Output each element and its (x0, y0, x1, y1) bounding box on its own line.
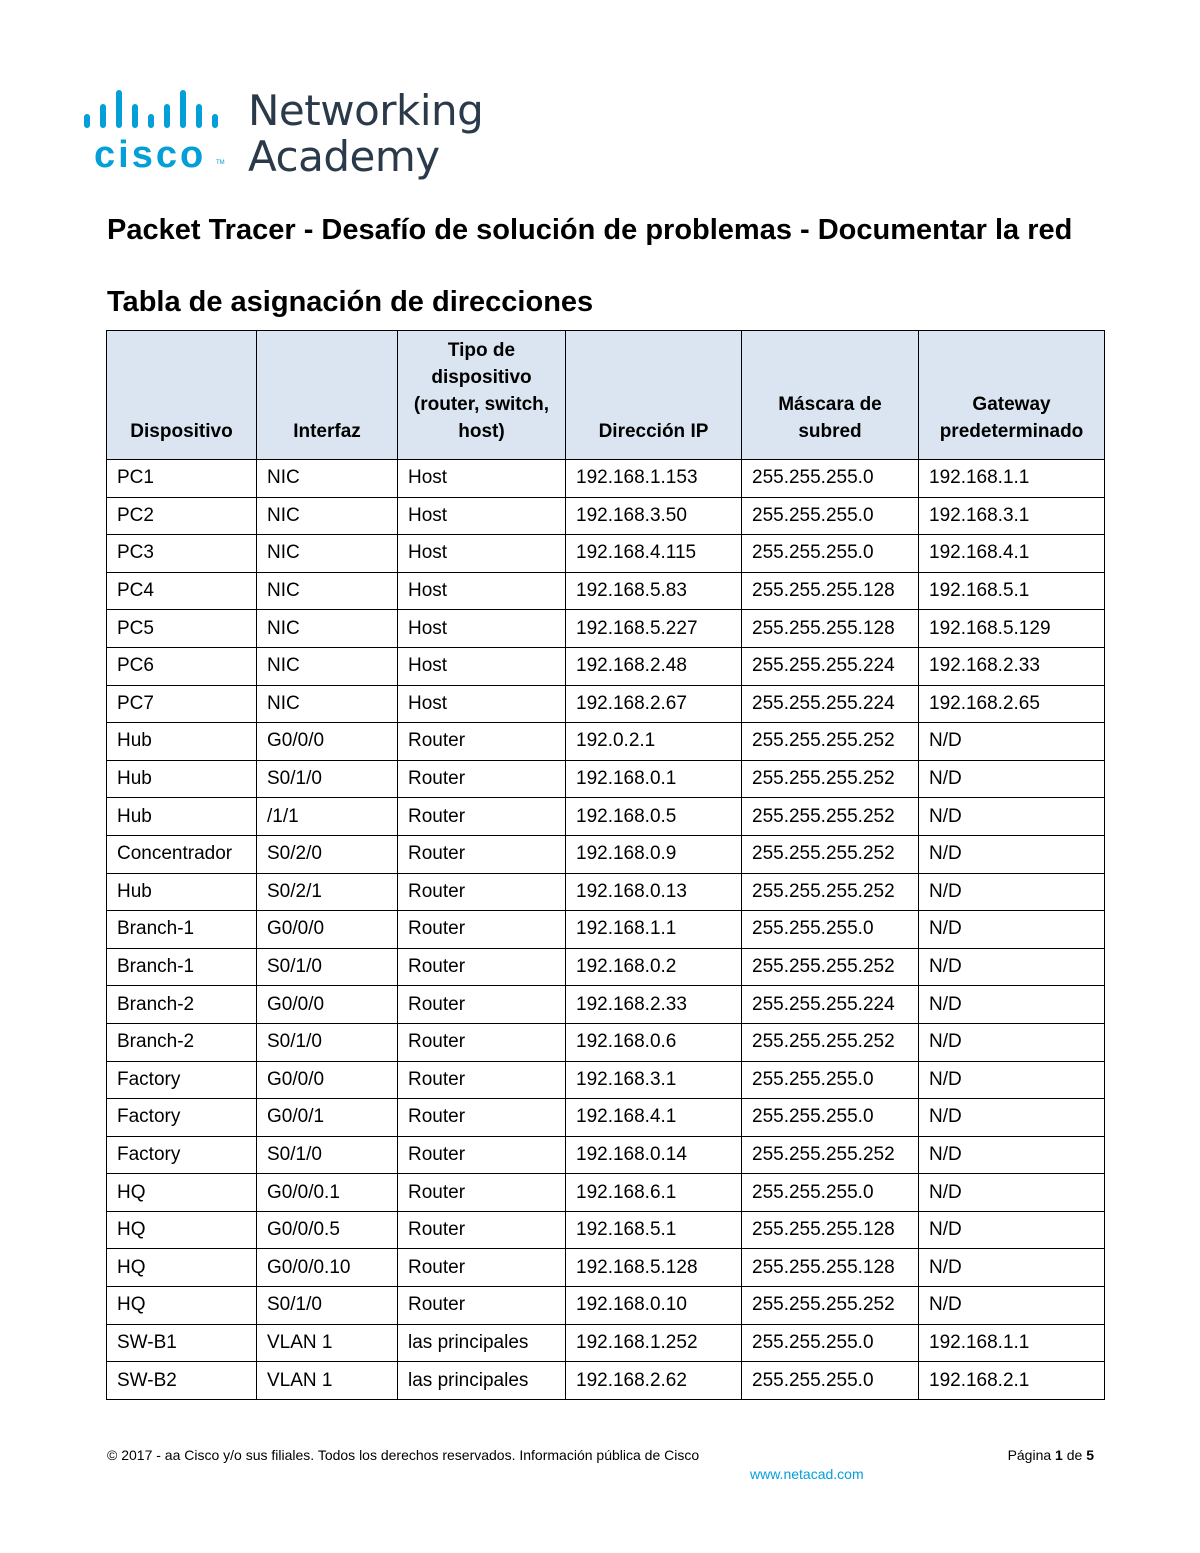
table-row (107, 723, 1105, 761)
cell-mascara: 255.255.255.0 (742, 911, 919, 949)
cell-ip: 192.168.0.6 (566, 1023, 742, 1061)
cell-dispositivo: PC6 (107, 647, 257, 685)
cell-tipo: Host (398, 497, 566, 535)
cell-tipo: Host (398, 460, 566, 498)
cell-mascara: 255.255.255.252 (742, 760, 919, 798)
header-interfaz: Interfaz (257, 331, 398, 460)
table-row (107, 948, 1105, 986)
cell-interfaz: G0/0/0.1 (257, 1174, 398, 1212)
cell-dispositivo: PC4 (107, 572, 257, 610)
cell-gateway: N/D (919, 723, 1105, 761)
cell-ip: 192.168.0.1 (566, 760, 742, 798)
table-row (107, 835, 1105, 873)
cell-gateway: 192.168.1.1 (919, 1324, 1105, 1362)
cell-ip: 192.168.5.83 (566, 572, 742, 610)
cell-ip: 192.168.0.14 (566, 1136, 742, 1174)
cell-interfaz: G0/0/0.5 (257, 1211, 398, 1249)
cell-mascara: 255.255.255.0 (742, 460, 919, 498)
cell-interfaz: S0/1/0 (257, 760, 398, 798)
cell-dispositivo: Hub (107, 723, 257, 761)
cell-ip: 192.168.5.1 (566, 1211, 742, 1249)
cell-mascara: 255.255.255.252 (742, 1287, 919, 1325)
cell-tipo: Host (398, 647, 566, 685)
table-row (107, 497, 1105, 535)
cell-gateway: N/D (919, 986, 1105, 1024)
cell-tipo: Router (398, 1287, 566, 1325)
cell-tipo: Router (398, 1136, 566, 1174)
table-row (107, 1211, 1105, 1249)
cell-gateway: N/D (919, 1136, 1105, 1174)
footer-page-number (1008, 1447, 1094, 1463)
table-row (107, 1324, 1105, 1362)
cell-mascara: 255.255.255.252 (742, 798, 919, 836)
cell-interfaz: G0/0/0.10 (257, 1249, 398, 1287)
cell-ip: 192.168.1.252 (566, 1324, 742, 1362)
cell-dispositivo: PC5 (107, 610, 257, 648)
page-current: 1 (1055, 1447, 1063, 1463)
table-row (107, 535, 1105, 573)
table-row (107, 1249, 1105, 1287)
table-row (107, 1362, 1105, 1400)
table-row (107, 460, 1105, 498)
cell-ip: 192.168.6.1 (566, 1174, 742, 1212)
table-row (107, 610, 1105, 648)
cell-mascara: 255.255.255.0 (742, 497, 919, 535)
table-row (107, 911, 1105, 949)
cell-tipo: Host (398, 610, 566, 648)
cell-gateway: 192.168.4.1 (919, 535, 1105, 573)
cell-tipo: Host (398, 535, 566, 573)
cell-interfaz: NIC (257, 685, 398, 723)
cell-mascara: 255.255.255.252 (742, 835, 919, 873)
cell-gateway: 192.168.2.1 (919, 1362, 1105, 1400)
cell-interfaz: NIC (257, 572, 398, 610)
cell-tipo: Router (398, 1174, 566, 1212)
header-mascara-subred: Máscara de subred (742, 331, 919, 460)
cell-mascara: 255.255.255.224 (742, 647, 919, 685)
cell-mascara: 255.255.255.252 (742, 1023, 919, 1061)
cell-interfaz: S0/2/1 (257, 873, 398, 911)
cell-gateway: N/D (919, 911, 1105, 949)
cell-mascara: 255.255.255.0 (742, 1099, 919, 1137)
cell-dispositivo: Factory (107, 1136, 257, 1174)
cell-ip: 192.168.0.2 (566, 948, 742, 986)
cell-mascara: 255.255.255.252 (742, 1136, 919, 1174)
table-row (107, 1287, 1105, 1325)
cell-ip: 192.168.3.50 (566, 497, 742, 535)
cell-gateway: N/D (919, 798, 1105, 836)
cell-interfaz: VLAN 1 (257, 1324, 398, 1362)
cell-mascara: 255.255.255.224 (742, 986, 919, 1024)
cell-interfaz: NIC (257, 535, 398, 573)
cell-ip: 192.168.0.13 (566, 873, 742, 911)
table-row (107, 647, 1105, 685)
page-label: Página (1007, 1447, 1052, 1463)
cell-ip: 192.168.2.67 (566, 685, 742, 723)
netacad-link[interactable]: www.netacad.com (750, 1466, 864, 1482)
cell-tipo: Router (398, 1023, 566, 1061)
cell-interfaz: G0/0/1 (257, 1099, 398, 1137)
cell-ip: 192.168.0.5 (566, 798, 742, 836)
table-header-row (107, 331, 1105, 460)
cell-tipo: Host (398, 685, 566, 723)
cell-dispositivo: Branch-2 (107, 986, 257, 1024)
cell-mascara: 255.255.255.252 (742, 948, 919, 986)
cell-interfaz: S0/1/0 (257, 1136, 398, 1174)
cell-ip: 192.168.5.227 (566, 610, 742, 648)
cell-dispositivo: Hub (107, 760, 257, 798)
section-heading: Tabla de asignación de direcciones (107, 286, 594, 318)
cell-dispositivo: PC1 (107, 460, 257, 498)
cell-gateway: N/D (919, 760, 1105, 798)
cell-dispositivo: Hub (107, 873, 257, 911)
cell-ip: 192.0.2.1 (566, 723, 742, 761)
footer-copyright: © 2017 - aa Cisco y/o sus filiales. Todos los derechos reservados. Información pública de Cisco (107, 1447, 700, 1463)
cell-mascara: 255.255.255.0 (742, 1061, 919, 1099)
cell-dispositivo: Concentrador (107, 835, 257, 873)
document-title: Packet Tracer - Desafío de solución de problemas - Documentar la red (107, 214, 1073, 246)
cell-dispositivo: Factory (107, 1099, 257, 1137)
cell-dispositivo: Branch-2 (107, 1023, 257, 1061)
cell-mascara: 255.255.255.224 (742, 685, 919, 723)
trademark-mark: TM (216, 160, 225, 166)
cell-mascara: 255.255.255.0 (742, 535, 919, 573)
cell-gateway: N/D (919, 1249, 1105, 1287)
cell-mascara: 255.255.255.0 (742, 1324, 919, 1362)
cell-tipo: Router (398, 1249, 566, 1287)
page-of: de (1066, 1447, 1083, 1463)
cell-interfaz: G0/0/0 (257, 1061, 398, 1099)
logo-networking-text: Networking (248, 86, 484, 135)
cell-interfaz: VLAN 1 (257, 1362, 398, 1400)
cell-gateway: 192.168.5.1 (919, 572, 1105, 610)
cell-dispositivo: HQ (107, 1249, 257, 1287)
logo-academy-text: Academy (248, 132, 440, 181)
cell-tipo: Router (398, 798, 566, 836)
cell-interfaz: S0/1/0 (257, 948, 398, 986)
cell-mascara: 255.255.255.128 (742, 1249, 919, 1287)
cell-dispositivo: SW-B1 (107, 1324, 257, 1362)
table-body (107, 460, 1105, 1400)
cell-ip: 192.168.0.9 (566, 835, 742, 873)
cell-gateway: 192.168.3.1 (919, 497, 1105, 535)
cell-ip: 192.168.4.115 (566, 535, 742, 573)
cell-ip: 192.168.3.1 (566, 1061, 742, 1099)
header-direccion-ip: Dirección IP (566, 331, 742, 460)
cell-dispositivo: PC2 (107, 497, 257, 535)
cell-gateway: N/D (919, 1174, 1105, 1212)
table-row (107, 760, 1105, 798)
cell-ip: 192.168.1.1 (566, 911, 742, 949)
cisco-networking-academy-logo (84, 88, 504, 183)
cell-tipo: Router (398, 873, 566, 911)
cell-interfaz: S0/1/0 (257, 1023, 398, 1061)
cell-dispositivo: HQ (107, 1174, 257, 1212)
header-gateway: Gateway predeterminado (919, 331, 1105, 460)
cell-tipo: Router (398, 1061, 566, 1099)
cisco-wordmark: cisco (94, 134, 207, 176)
cell-ip: 192.168.2.62 (566, 1362, 742, 1400)
cell-interfaz: NIC (257, 610, 398, 648)
cell-gateway: 192.168.2.65 (919, 685, 1105, 723)
cell-ip: 192.168.4.1 (566, 1099, 742, 1137)
cell-ip: 192.168.2.33 (566, 986, 742, 1024)
table-row (107, 1099, 1105, 1137)
cell-dispositivo: Factory (107, 1061, 257, 1099)
cell-mascara: 255.255.255.128 (742, 1211, 919, 1249)
cell-tipo: Router (398, 948, 566, 986)
cell-gateway: N/D (919, 1211, 1105, 1249)
cell-dispositivo: SW-B2 (107, 1362, 257, 1400)
cell-tipo: Router (398, 1211, 566, 1249)
cell-tipo: las principales (398, 1362, 566, 1400)
cell-mascara: 255.255.255.128 (742, 572, 919, 610)
cell-mascara: 255.255.255.0 (742, 1174, 919, 1212)
cell-tipo: Router (398, 1099, 566, 1137)
cell-gateway: 192.168.2.33 (919, 647, 1105, 685)
cell-dispositivo: PC7 (107, 685, 257, 723)
cell-dispositivo: PC3 (107, 535, 257, 573)
cell-interfaz: G0/0/0 (257, 723, 398, 761)
cell-interfaz: G0/0/0 (257, 911, 398, 949)
cell-gateway: 192.168.5.129 (919, 610, 1105, 648)
cell-mascara: 255.255.255.0 (742, 1362, 919, 1400)
cell-gateway: 192.168.1.1 (919, 460, 1105, 498)
cell-interfaz: NIC (257, 460, 398, 498)
cell-interfaz: S0/1/0 (257, 1287, 398, 1325)
cell-gateway: N/D (919, 1061, 1105, 1099)
table-row (107, 1061, 1105, 1099)
cell-tipo: Router (398, 760, 566, 798)
cell-interfaz: NIC (257, 647, 398, 685)
cell-interfaz: NIC (257, 497, 398, 535)
cisco-bars-icon (84, 88, 234, 128)
header-dispositivo: Dispositivo (107, 331, 257, 460)
cell-interfaz: G0/0/0 (257, 986, 398, 1024)
addressing-table (106, 330, 1105, 1400)
table-row (107, 685, 1105, 723)
cell-tipo: las principales (398, 1324, 566, 1362)
cell-dispositivo: Branch-1 (107, 911, 257, 949)
cell-gateway: N/D (919, 873, 1105, 911)
table-row (107, 986, 1105, 1024)
table-row (107, 798, 1105, 836)
cell-dispositivo: Branch-1 (107, 948, 257, 986)
cell-gateway: N/D (919, 1287, 1105, 1325)
cell-mascara: 255.255.255.128 (742, 610, 919, 648)
header-tipo-dispositivo: Tipo de dispositivo (router, switch, host) (398, 331, 566, 460)
table-row (107, 572, 1105, 610)
cell-dispositivo: Hub (107, 798, 257, 836)
cell-ip: 192.168.0.10 (566, 1287, 742, 1325)
cell-gateway: N/D (919, 1099, 1105, 1137)
cell-gateway: N/D (919, 948, 1105, 986)
table-row (107, 1023, 1105, 1061)
cell-interfaz: S0/2/0 (257, 835, 398, 873)
cell-ip: 192.168.2.48 (566, 647, 742, 685)
cell-tipo: Router (398, 986, 566, 1024)
cell-tipo: Router (398, 911, 566, 949)
cell-gateway: N/D (919, 835, 1105, 873)
page-total: 5 (1086, 1447, 1094, 1463)
cell-mascara: 255.255.255.252 (742, 723, 919, 761)
cell-interfaz: /1/1 (257, 798, 398, 836)
table-row (107, 1174, 1105, 1212)
cell-ip: 192.168.1.153 (566, 460, 742, 498)
cell-tipo: Host (398, 572, 566, 610)
cell-mascara: 255.255.255.252 (742, 873, 919, 911)
table-row (107, 873, 1105, 911)
table-row (107, 1136, 1105, 1174)
cell-ip: 192.168.5.128 (566, 1249, 742, 1287)
cell-gateway: N/D (919, 1023, 1105, 1061)
cell-tipo: Router (398, 835, 566, 873)
cell-dispositivo: HQ (107, 1211, 257, 1249)
cell-tipo: Router (398, 723, 566, 761)
cell-dispositivo: HQ (107, 1287, 257, 1325)
